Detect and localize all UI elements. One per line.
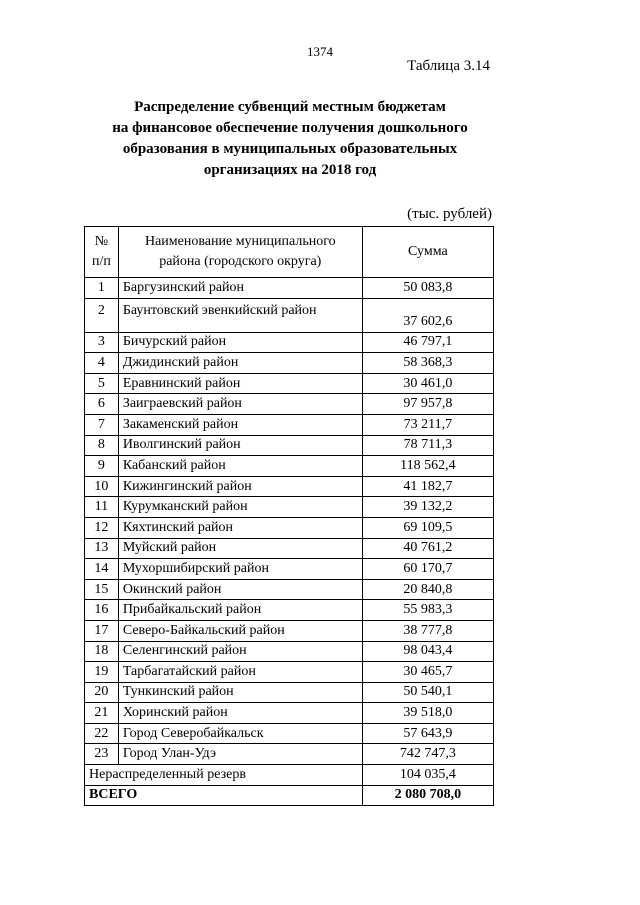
row-sum: 97 957,8	[362, 394, 493, 415]
table-row	[85, 298, 494, 332]
table-row	[85, 641, 494, 662]
row-sum: 30 465,7	[362, 662, 493, 683]
header-number-line1: №	[94, 234, 109, 249]
row-number: 17	[85, 620, 119, 641]
row-name: Иволгинский район	[118, 435, 362, 456]
table-row	[85, 278, 494, 299]
table-row	[85, 394, 494, 415]
table-row	[85, 414, 494, 435]
reserve-sum: 104 035,4	[362, 765, 493, 786]
reserve-label: Нераспределенный резерв	[85, 765, 363, 786]
table-row	[85, 682, 494, 703]
table-row	[85, 373, 494, 394]
table-row	[85, 620, 494, 641]
row-number: 2	[85, 298, 119, 332]
table-row	[85, 662, 494, 683]
row-sum: 20 840,8	[362, 579, 493, 600]
row-number: 22	[85, 723, 119, 744]
header-name-line1: Наименование муниципального	[144, 234, 336, 249]
title-line: организациях на 2018 год	[203, 162, 377, 178]
header-name-line2: района (городского округа)	[159, 254, 322, 269]
row-name: Бичурский район	[118, 332, 362, 353]
row-number: 3	[85, 332, 119, 353]
row-name: Хоринский район	[118, 703, 362, 724]
row-name: Город Улан-Удэ	[118, 744, 362, 765]
table-row	[85, 723, 494, 744]
row-name: Заиграевский район	[118, 394, 362, 415]
table-row	[85, 538, 494, 559]
row-name: Муйский район	[118, 538, 362, 559]
row-number: 21	[85, 703, 119, 724]
row-name: Кабанский район	[118, 456, 362, 477]
row-name: Баргузинский район	[118, 278, 362, 299]
row-number: 6	[85, 394, 119, 415]
row-sum: 98 043,4	[362, 641, 493, 662]
row-name: Джидинский район	[118, 353, 362, 374]
title-line: на финансовое обеспечение получения дошкольного	[112, 120, 468, 136]
table-row	[85, 353, 494, 374]
row-sum: 30 461,0	[362, 373, 493, 394]
header-sum: Сумма	[362, 227, 493, 278]
row-name: Окинский район	[118, 579, 362, 600]
row-number: 15	[85, 579, 119, 600]
table-row	[85, 497, 494, 518]
row-number: 1	[85, 278, 119, 299]
row-sum: 73 211,7	[362, 414, 493, 435]
row-number: 13	[85, 538, 119, 559]
row-sum: 118 562,4	[362, 456, 493, 477]
page-number: 1374	[307, 44, 333, 59]
table-row	[85, 332, 494, 353]
header-name	[118, 227, 362, 278]
table-label: Таблица 3.14	[407, 58, 490, 74]
title-line: Распределение субвенций местным бюджетам	[134, 99, 446, 115]
row-number: 4	[85, 353, 119, 374]
row-sum: 69 109,5	[362, 517, 493, 538]
row-name: Мухоршибирский район	[118, 559, 362, 580]
row-number: 12	[85, 517, 119, 538]
row-number: 14	[85, 559, 119, 580]
title-line: образования в муниципальных образовательных	[122, 141, 458, 157]
units-note: (тыс. рублей)	[407, 206, 492, 222]
row-number: 8	[85, 435, 119, 456]
document-title	[90, 97, 490, 181]
table-row	[85, 476, 494, 497]
row-number: 19	[85, 662, 119, 683]
row-sum: 742 747,3	[362, 744, 493, 765]
table-row	[85, 517, 494, 538]
row-number: 23	[85, 744, 119, 765]
row-sum: 58 368,3	[362, 353, 493, 374]
row-sum: 50 083,8	[362, 278, 493, 299]
row-name: Баунтовский эвенкийский район	[118, 298, 362, 332]
row-number: 16	[85, 600, 119, 621]
row-number: 10	[85, 476, 119, 497]
row-sum: 55 983,3	[362, 600, 493, 621]
row-name: Город Северобайкальск	[118, 723, 362, 744]
table-row	[85, 600, 494, 621]
row-number: 5	[85, 373, 119, 394]
table-row	[85, 703, 494, 724]
subvention-table	[84, 226, 494, 806]
row-sum: 41 182,7	[362, 476, 493, 497]
row-name: Кижингинский район	[118, 476, 362, 497]
row-sum: 46 797,1	[362, 332, 493, 353]
row-number: 20	[85, 682, 119, 703]
row-name: Прибайкальский район	[118, 600, 362, 621]
row-sum: 40 761,2	[362, 538, 493, 559]
row-name: Северо-Байкальский район	[118, 620, 362, 641]
row-sum: 38 777,8	[362, 620, 493, 641]
row-name: Тарбагатайский район	[118, 662, 362, 683]
row-sum: 39 518,0	[362, 703, 493, 724]
row-name: Тункинский район	[118, 682, 362, 703]
row-sum: 37 602,6	[362, 298, 493, 332]
row-name: Курумканский район	[118, 497, 362, 518]
table-row	[85, 744, 494, 765]
row-name: Селенгинский район	[118, 641, 362, 662]
table-row	[85, 559, 494, 580]
row-sum: 78 711,3	[362, 435, 493, 456]
row-number: 11	[85, 497, 119, 518]
row-sum: 57 643,9	[362, 723, 493, 744]
row-sum: 50 540,1	[362, 682, 493, 703]
table-row	[85, 456, 494, 477]
table-header-row	[85, 227, 494, 278]
table-row	[85, 579, 494, 600]
row-sum: 60 170,7	[362, 559, 493, 580]
row-number: 7	[85, 414, 119, 435]
reserve-row	[85, 765, 494, 786]
header-number-line2: п/п	[91, 254, 111, 269]
row-sum: 39 132,2	[362, 497, 493, 518]
table-row	[85, 435, 494, 456]
row-name: Еравнинский район	[118, 373, 362, 394]
row-number: 9	[85, 456, 119, 477]
total-sum: 2 080 708,0	[362, 785, 493, 806]
header-number	[85, 227, 119, 278]
total-label: ВСЕГО	[85, 785, 363, 806]
row-name: Закаменский район	[118, 414, 362, 435]
row-number: 18	[85, 641, 119, 662]
row-name: Кяхтинский район	[118, 517, 362, 538]
total-row	[85, 785, 494, 806]
